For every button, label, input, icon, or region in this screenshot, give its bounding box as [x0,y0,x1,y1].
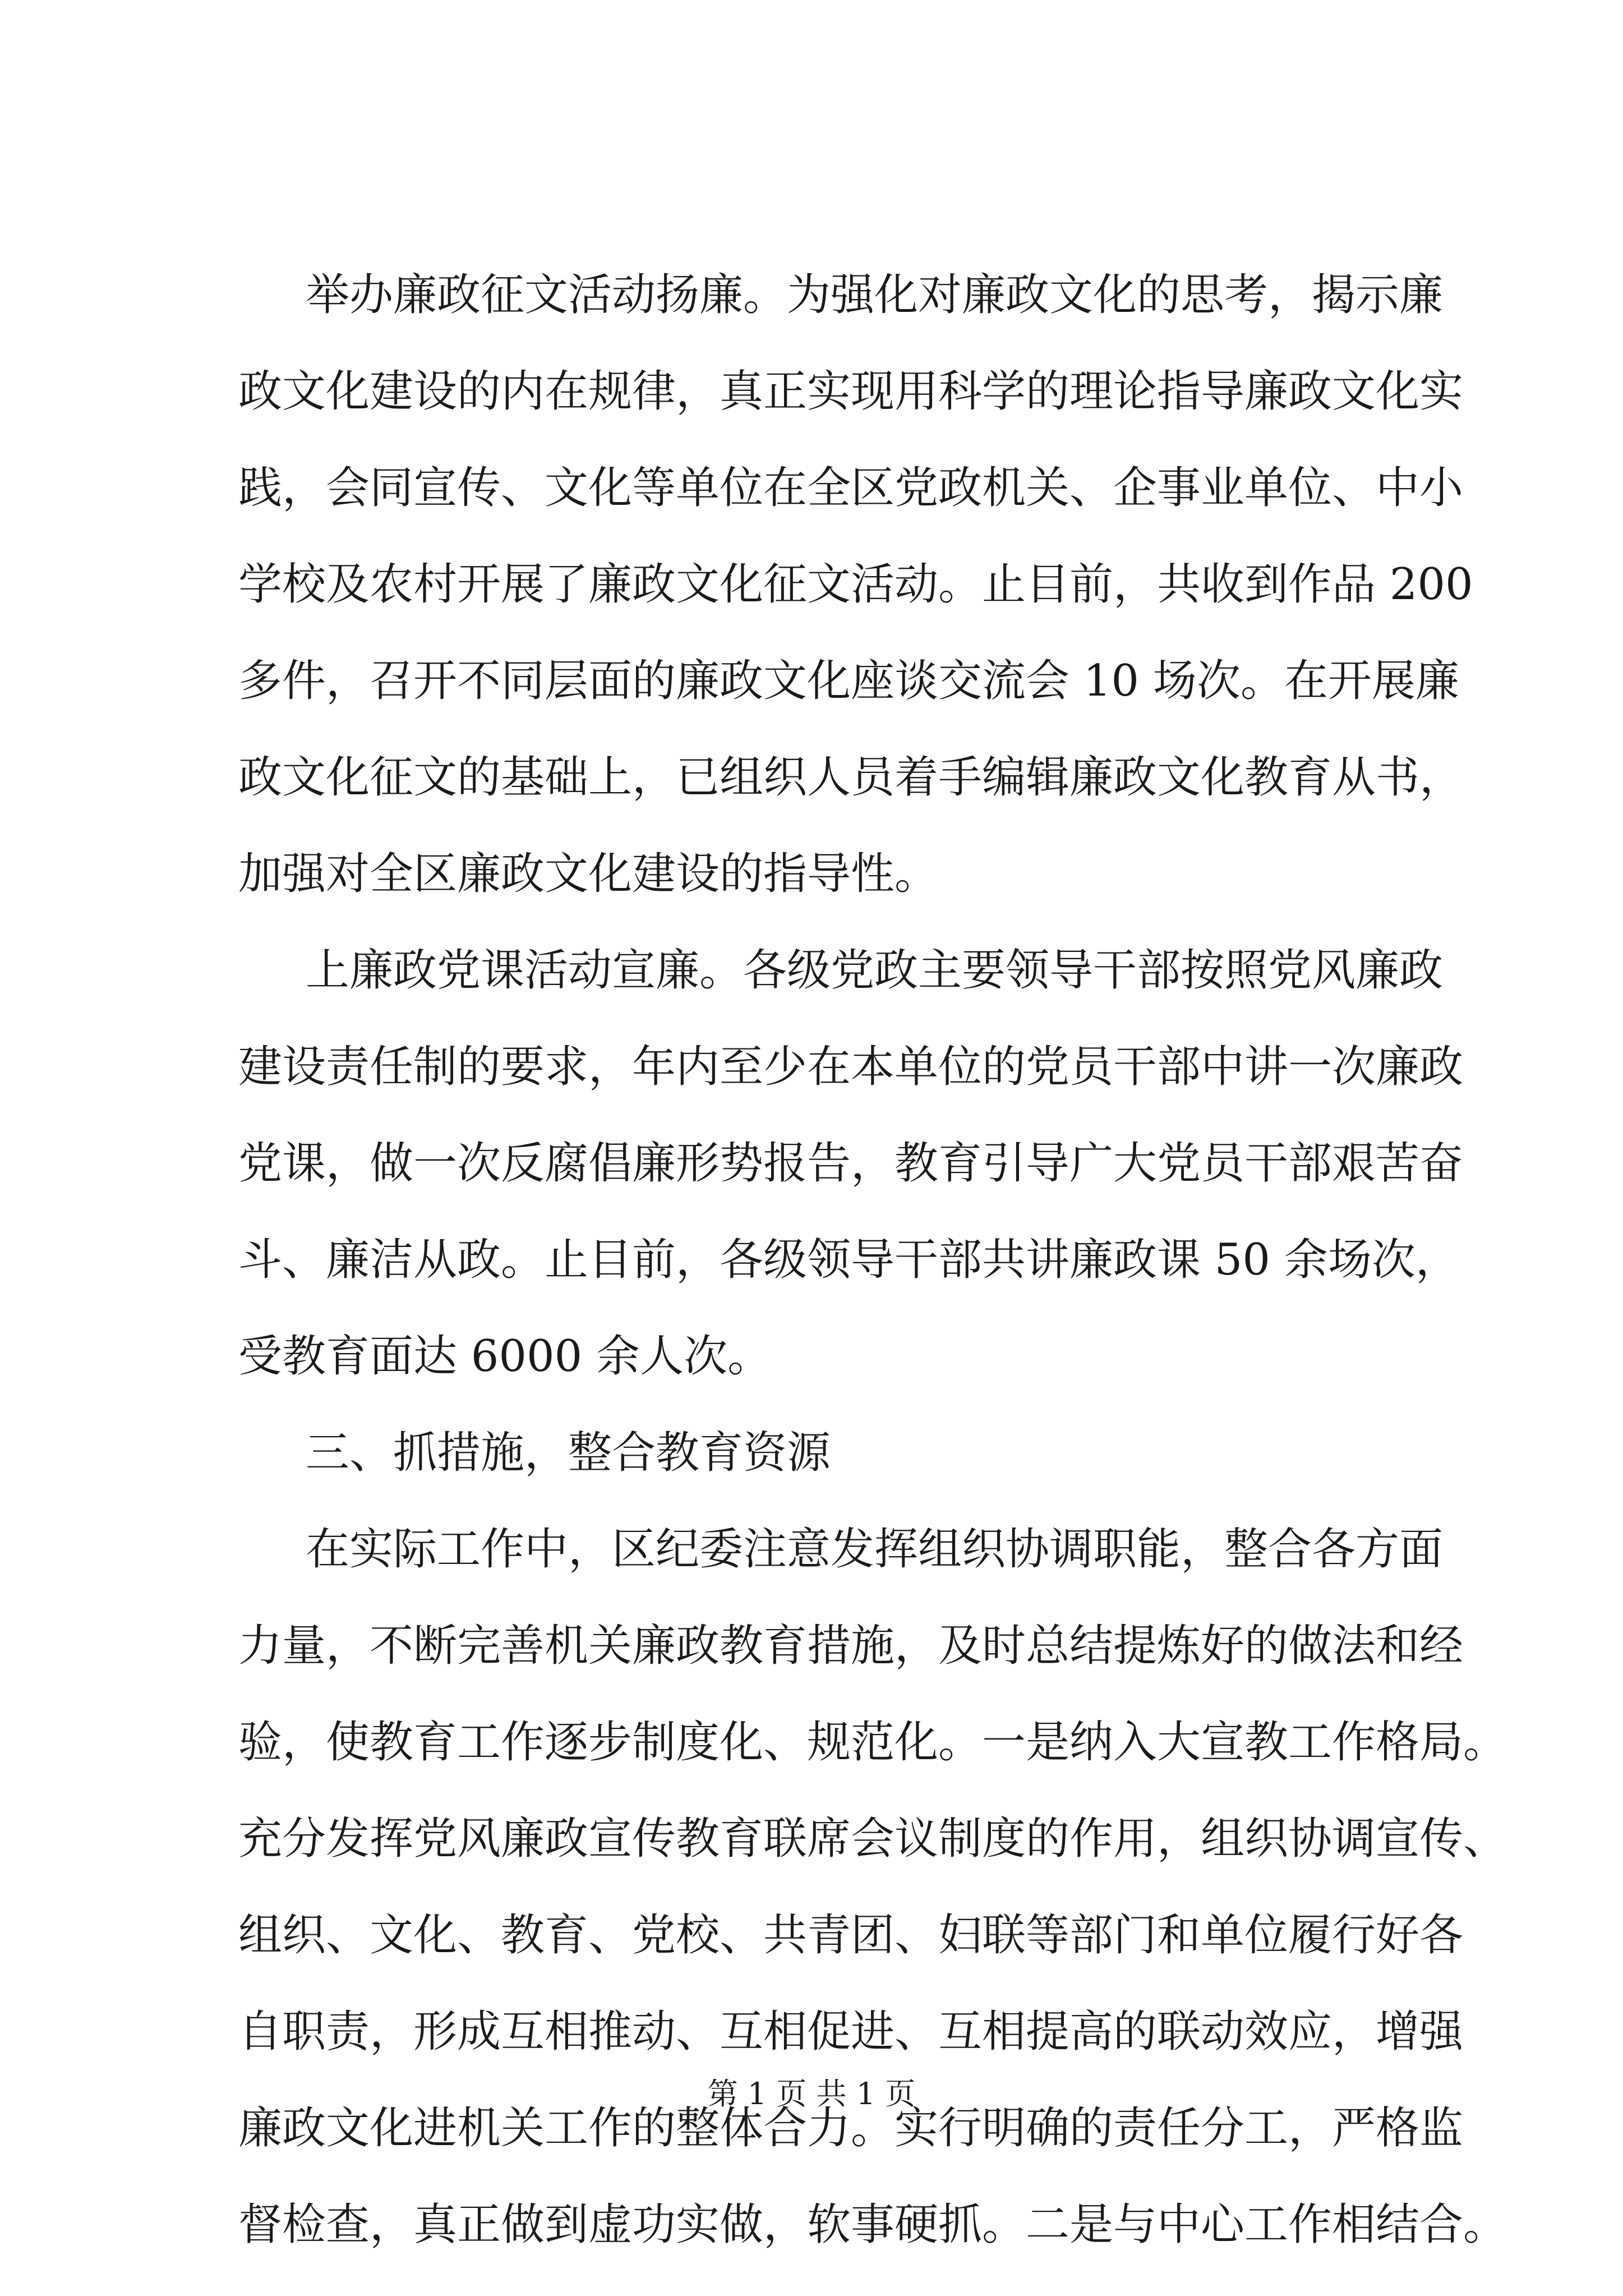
paragraph-1-line-5: 多件，召开不同层面的廉政文化座谈交流会 10 场次。在开展廉 [238,656,1459,706]
paragraph-1-line-3: 践，会同宣传、文化等单位在全区党政机关、企事业单位、中小 [238,463,1464,513]
document-body [238,247,1507,2273]
paragraph-3-line-4: 充分发挥党风廉政宣传教育联席会议制度的作用，组织协调宣传、 [238,1814,1507,1864]
paragraph-1-line-4: 学校及农村开展了廉政文化征文活动。止目前，共收到作品 200 [238,559,1473,610]
paragraph-1-line-2: 政文化建设的内在规律，真正实现用科学的理论指导廉政文化实 [238,366,1464,417]
page-footer: 第 1 页 共 1 页 [707,2076,916,2111]
paragraph-3-line-5: 组织、文化、教育、党校、共青团、妇联等部门和单位履行好各 [238,1910,1464,1961]
paragraph-2-line-2: 建设责任制的要求，年内至少在本单位的党员干部中讲一次廉政 [238,1042,1464,1092]
paragraph-3-line-1: 在实际工作中，区纪委注意发挥组织协调职能，整合各方面 [306,1524,1444,1575]
paragraph-1-line-1: 举办廉政征文活动扬廉。为强化对廉政文化的思考，揭示廉 [306,270,1444,320]
paragraph-3-line-6: 自职责，形成互相推动、互相促进、互相提高的联动效应，增强 [238,2007,1464,2057]
paragraph-2-line-1: 上廉政党课活动宣廉。各级党政主要领导干部按照党风廉政 [306,945,1444,996]
paragraph-3-line-7: 廉政文化进机关工作的整体合力。实行明确的责任分工，严格监 [238,2103,1464,2154]
paragraph-3-line-2: 力量，不断完善机关廉政教育措施，及时总结提炼好的做法和经 [238,1621,1464,1671]
paragraph-2-line-3: 党课，做一次反腐倡廉形势报告，教育引导广大党员干部艰苦奋 [238,1138,1464,1189]
paragraph-2-line-4: 斗、廉洁从政。止目前，各级领导干部共讲廉政课 50 余场次， [238,1235,1459,1285]
section-heading: 三、抓措施，整合教育资源 [306,1428,831,1478]
paragraph-3-line-8: 督检查，真正做到虚功实做，软事硬抓。二是与中心工作相结合。 [238,2200,1507,2250]
paragraph-3-line-3: 验，使教育工作逐步制度化、规范化。一是纳入大宣教工作格局。 [238,1717,1507,1768]
paragraph-2-line-5: 受教育面达 6000 余人次。 [238,1331,772,1382]
paragraph-1-line-7: 加强对全区廉政文化建设的指导性。 [238,849,939,899]
paragraph-1-line-6: 政文化征文的基础上，已组织人员着手编辑廉政文化教育从书， [238,752,1464,803]
